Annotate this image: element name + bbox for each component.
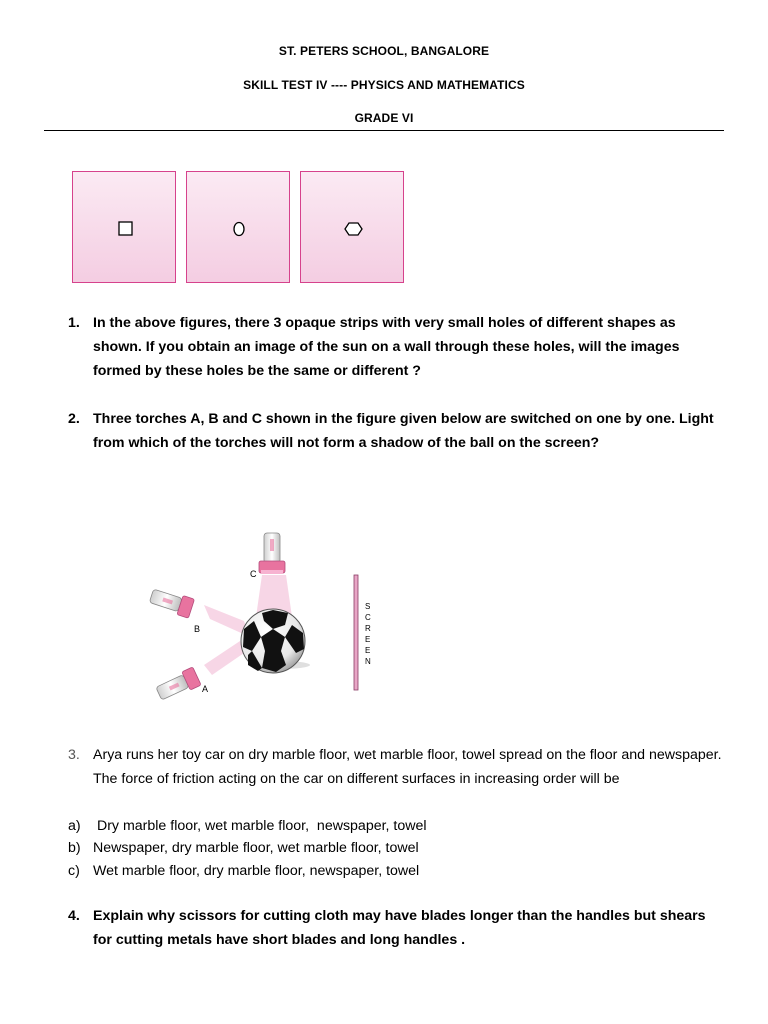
screen-letter: E bbox=[365, 646, 371, 655]
school-name: ST. PETERS SCHOOL, BANGALORE bbox=[278, 44, 490, 58]
question-2: 2. Three torches A, B and C shown in the figure given below are switched on one by one. Light from which of the torches will not form a shadow of the ball on the screen? bbox=[68, 411, 714, 451]
torch-b bbox=[148, 586, 194, 618]
option-a: a) Dry marble floor, wet marble floor, newspaper, towel bbox=[68, 818, 427, 834]
screen-label bbox=[365, 602, 371, 666]
option-b: b) Newspaper, dry marble floor, wet marble floor, towel bbox=[68, 840, 419, 856]
hexagon-hole-icon bbox=[301, 172, 405, 284]
strip-square-hole bbox=[72, 171, 176, 283]
torch-b-label: B bbox=[194, 624, 201, 634]
screen-letter: E bbox=[365, 635, 371, 644]
screen-letter: S bbox=[365, 602, 371, 611]
torch-a bbox=[155, 667, 202, 703]
screen-letter: N bbox=[365, 657, 371, 666]
screen-letter: R bbox=[365, 624, 371, 633]
oval-hole-icon bbox=[187, 172, 291, 284]
beam-a bbox=[204, 641, 244, 675]
torch-c-label: C bbox=[250, 569, 257, 579]
torch-a-label: A bbox=[202, 684, 209, 694]
square-hole-icon bbox=[73, 172, 177, 284]
option-c: c) Wet marble floor, dry marble floor, newspaper, towel bbox=[68, 863, 420, 879]
torches-ball-figure bbox=[140, 525, 390, 705]
grade-title: GRADE VI bbox=[354, 111, 414, 125]
torch-c bbox=[259, 533, 285, 574]
screen-letter: C bbox=[365, 613, 371, 622]
strip-hexagon-hole bbox=[300, 171, 404, 283]
question-4: 4. Explain why scissors for cutting cloth may have blades longer than the handles but shears for cutting metals have short blades and long handles . bbox=[68, 908, 706, 948]
question-1: 1. In the above figures, there 3 opaque strips with very small holes of different shapes as shown. If you obtain an image of the sun on a wall through these holes, will the images formed by these holes be the same or different ? bbox=[68, 315, 680, 379]
header-divider bbox=[44, 130, 724, 131]
soccer-ball-icon bbox=[241, 609, 310, 673]
question-3: 3. Arya runs her toy car on dry marble floor, wet marble floor, towel spread on the floor and newspaper. The force of friction acting on the car on different surfaces in increasing order will be bbox=[68, 747, 722, 787]
test-title: SKILL TEST IV ---- PHYSICS AND MATHEMATICS bbox=[243, 78, 525, 92]
screen-bar bbox=[354, 575, 358, 690]
strip-oval-hole bbox=[186, 171, 290, 283]
